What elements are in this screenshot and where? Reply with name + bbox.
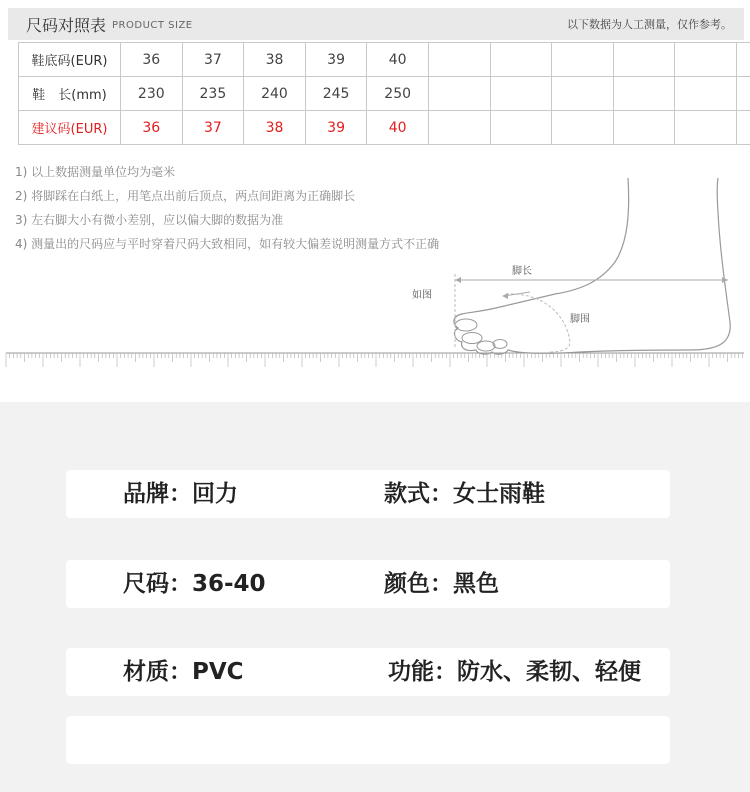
table-cell bbox=[552, 43, 614, 77]
table-cell bbox=[675, 111, 737, 145]
foot-outline bbox=[454, 178, 730, 354]
info-card bbox=[66, 648, 670, 696]
table-cell bbox=[490, 111, 552, 145]
note-item: 2) 将脚踩在白纸上，用笔点出前后顶点，两点间距离为正确脚长 bbox=[15, 189, 356, 203]
color-info: 颜色：黑色 bbox=[384, 571, 499, 597]
ruler-ticks bbox=[6, 353, 742, 367]
table-cell bbox=[552, 111, 614, 145]
table-cell: 250 bbox=[367, 77, 429, 111]
note-item: 1) 以上数据测量单位均为毫米 bbox=[15, 165, 176, 179]
table-cell bbox=[675, 43, 737, 77]
info-card bbox=[66, 560, 670, 608]
size-info: 尺码：36-40 bbox=[123, 571, 266, 597]
toe-shape bbox=[462, 333, 482, 344]
table-cell: 37 bbox=[182, 111, 244, 145]
toe-shape bbox=[477, 341, 495, 351]
table-cell: 39 bbox=[305, 43, 367, 77]
measurement-note: 以下数据为人工测量，仅作参考。 bbox=[567, 18, 732, 31]
table-cell bbox=[675, 77, 737, 111]
row-label: 鞋底码(EUR) bbox=[19, 43, 121, 77]
ref-label: 如图 bbox=[412, 290, 432, 301]
foot-measurement-diagram bbox=[0, 172, 750, 372]
table-row bbox=[19, 111, 750, 145]
length-arrow-icon bbox=[455, 277, 461, 283]
note-item: 4) 测量出的尺码应与平时穿着尺码大致相同，如有较大偏差说明测量方式不正确 bbox=[15, 237, 440, 251]
product-info-panel bbox=[0, 402, 750, 792]
table-cell: 40 bbox=[367, 111, 429, 145]
info-card-empty bbox=[66, 716, 670, 764]
table-cell: 36 bbox=[121, 111, 183, 145]
table-cell: 230 bbox=[121, 77, 183, 111]
table-cell: 235 bbox=[182, 77, 244, 111]
table-cell: 37 bbox=[182, 43, 244, 77]
function-info: 功能：防水、柔韧、轻便 bbox=[388, 659, 641, 685]
row-label: 鞋 长(mm) bbox=[19, 77, 121, 111]
table-row bbox=[19, 43, 750, 77]
note-item: 3) 左右脚大小有微小差别，应以偏大脚的数据为准 bbox=[15, 213, 284, 227]
size-chart-header bbox=[8, 8, 744, 40]
table-cell: 36 bbox=[121, 43, 183, 77]
size-chart-subtitle: PRODUCT SIZE bbox=[112, 20, 193, 31]
brand-info: 品牌：回力 bbox=[123, 481, 238, 507]
table-cell: 40 bbox=[367, 43, 429, 77]
ref-arrow-icon bbox=[502, 293, 508, 299]
table-cell bbox=[736, 43, 750, 77]
foot-girth-label: 脚围 bbox=[570, 314, 590, 325]
table-cell bbox=[490, 43, 552, 77]
table-cell bbox=[552, 77, 614, 111]
table-cell bbox=[428, 43, 490, 77]
table-cell bbox=[736, 77, 750, 111]
style-info: 款式：女士雨鞋 bbox=[384, 481, 545, 507]
table-cell: 39 bbox=[305, 111, 367, 145]
table-cell bbox=[613, 43, 675, 77]
table-cell: 240 bbox=[244, 77, 306, 111]
info-card bbox=[66, 470, 670, 518]
row-label: 建议码(EUR) bbox=[19, 111, 121, 145]
table-cell bbox=[428, 77, 490, 111]
size-table bbox=[18, 42, 750, 145]
size-chart-title: 尺码对照表 bbox=[26, 15, 107, 35]
table-row bbox=[19, 77, 750, 111]
table-cell: 38 bbox=[244, 43, 306, 77]
table-cell bbox=[613, 111, 675, 145]
girth-line bbox=[506, 294, 570, 352]
table-cell: 38 bbox=[244, 111, 306, 145]
table-cell bbox=[736, 111, 750, 145]
toe-shape bbox=[493, 340, 507, 349]
material-info: 材质：PVC bbox=[123, 659, 244, 685]
toe-shape bbox=[455, 319, 477, 331]
table-cell bbox=[490, 77, 552, 111]
table-cell bbox=[613, 77, 675, 111]
table-cell: 245 bbox=[305, 77, 367, 111]
foot-length-label: 脚长 bbox=[512, 266, 532, 277]
table-cell bbox=[428, 111, 490, 145]
